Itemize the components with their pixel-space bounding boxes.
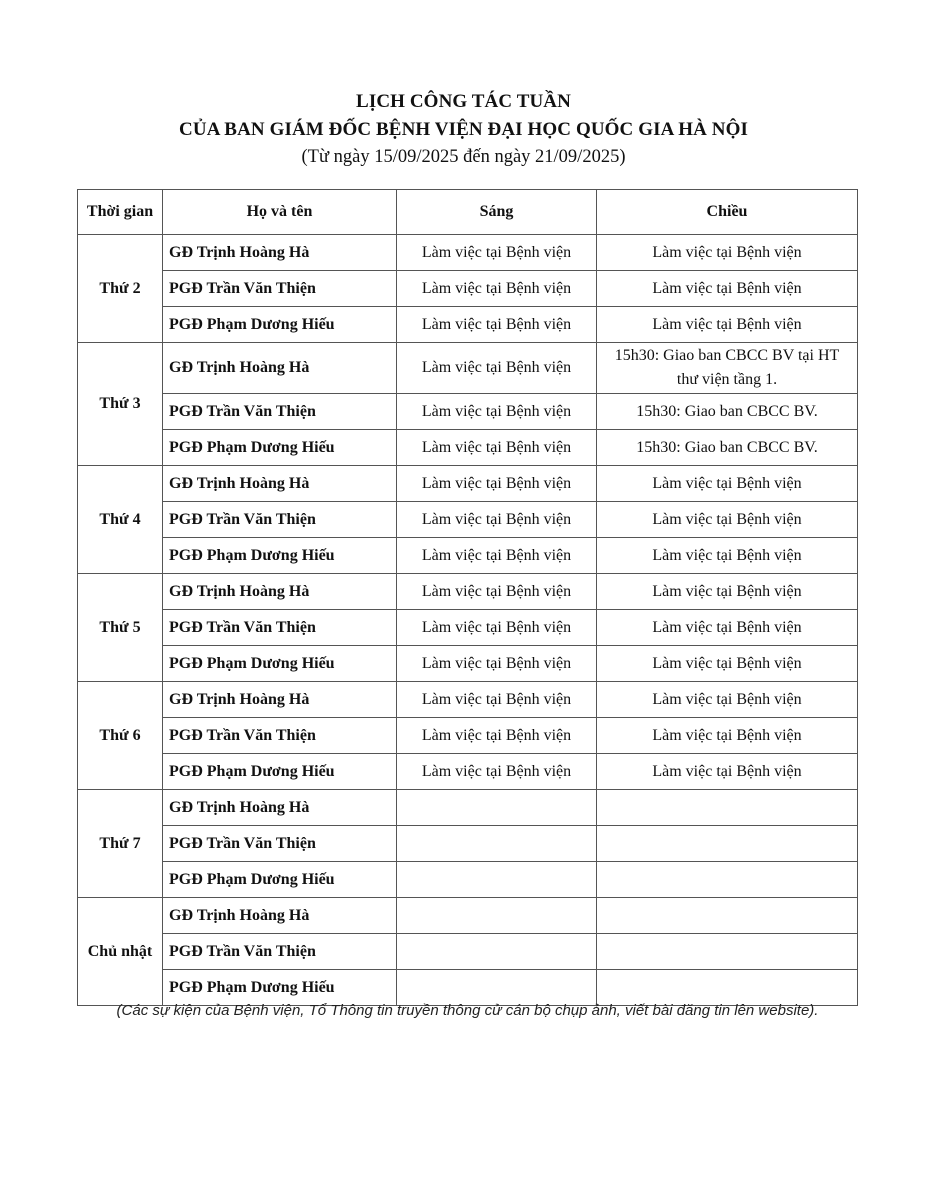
document-header <box>0 88 927 171</box>
name-cell: GĐ Trịnh Hoàng Hà <box>163 235 397 271</box>
afternoon-cell: Làm việc tại Bệnh viện <box>597 574 858 610</box>
day-cell: Thứ 7 <box>78 790 163 898</box>
table-row <box>78 235 858 271</box>
table-row <box>78 574 858 610</box>
table-row <box>78 430 858 466</box>
morning-cell <box>397 862 597 898</box>
name-cell: PGĐ Phạm Dương Hiếu <box>163 538 397 574</box>
table-row <box>78 646 858 682</box>
morning-cell: Làm việc tại Bệnh viện <box>397 754 597 790</box>
morning-cell: Làm việc tại Bệnh viện <box>397 430 597 466</box>
name-cell: PGĐ Phạm Dương Hiếu <box>163 754 397 790</box>
afternoon-cell <box>597 898 858 934</box>
table-row <box>78 754 858 790</box>
column-header-afternoon: Chiều <box>597 190 858 235</box>
table-row <box>78 466 858 502</box>
morning-cell: Làm việc tại Bệnh viện <box>397 271 597 307</box>
morning-cell: Làm việc tại Bệnh viện <box>397 343 597 394</box>
morning-cell: Làm việc tại Bệnh viện <box>397 574 597 610</box>
schedule-body <box>78 235 858 1006</box>
afternoon-cell: Làm việc tại Bệnh viện <box>597 502 858 538</box>
morning-cell: Làm việc tại Bệnh viện <box>397 718 597 754</box>
table-row <box>78 934 858 970</box>
name-cell: GĐ Trịnh Hoàng Hà <box>163 466 397 502</box>
table-row <box>78 307 858 343</box>
name-cell: GĐ Trịnh Hoàng Hà <box>163 574 397 610</box>
name-cell: GĐ Trịnh Hoàng Hà <box>163 682 397 718</box>
morning-cell: Làm việc tại Bệnh viện <box>397 682 597 718</box>
afternoon-cell: Làm việc tại Bệnh viện <box>597 646 858 682</box>
day-cell: Thứ 3 <box>78 343 163 466</box>
afternoon-cell: Làm việc tại Bệnh viện <box>597 718 858 754</box>
afternoon-cell: Làm việc tại Bệnh viện <box>597 271 858 307</box>
day-cell: Thứ 2 <box>78 235 163 343</box>
name-cell: GĐ Trịnh Hoàng Hà <box>163 343 397 394</box>
afternoon-cell: Làm việc tại Bệnh viện <box>597 235 858 271</box>
morning-cell <box>397 790 597 826</box>
day-cell: Thứ 6 <box>78 682 163 790</box>
morning-cell <box>397 826 597 862</box>
column-header-time: Thời gian <box>78 190 163 235</box>
name-cell: PGĐ Trần Văn Thiện <box>163 718 397 754</box>
table-row <box>78 343 858 394</box>
afternoon-cell <box>597 790 858 826</box>
name-cell: PGĐ Trần Văn Thiện <box>163 502 397 538</box>
name-cell: PGĐ Phạm Dương Hiếu <box>163 646 397 682</box>
afternoon-cell: Làm việc tại Bệnh viện <box>597 754 858 790</box>
table-row <box>78 610 858 646</box>
table-row <box>78 826 858 862</box>
footnote: (Các sự kiện của Bệnh viện, Tổ Thông tin truyền thông cử cán bộ chụp ảnh, viết bài đăng tin lên website). <box>116 1002 819 1019</box>
name-cell: PGĐ Phạm Dương Hiếu <box>163 430 397 466</box>
afternoon-cell <box>597 826 858 862</box>
morning-cell <box>397 898 597 934</box>
name-cell: PGĐ Phạm Dương Hiếu <box>163 970 397 1006</box>
afternoon-cell: Làm việc tại Bệnh viện <box>597 307 858 343</box>
afternoon-cell <box>597 862 858 898</box>
table-row <box>78 538 858 574</box>
name-cell: PGĐ Trần Văn Thiện <box>163 826 397 862</box>
table-row <box>78 862 858 898</box>
morning-cell: Làm việc tại Bệnh viện <box>397 538 597 574</box>
table-row <box>78 898 858 934</box>
table-row <box>78 790 858 826</box>
morning-cell <box>397 934 597 970</box>
name-cell: PGĐ Phạm Dương Hiếu <box>163 307 397 343</box>
morning-cell: Làm việc tại Bệnh viện <box>397 466 597 502</box>
afternoon-cell <box>597 934 858 970</box>
name-cell: PGĐ Trần Văn Thiện <box>163 271 397 307</box>
weekly-schedule-table <box>77 189 858 1006</box>
table-row <box>78 502 858 538</box>
afternoon-cell: 15h30: Giao ban CBCC BV. <box>597 394 858 430</box>
name-cell: PGĐ Trần Văn Thiện <box>163 934 397 970</box>
column-header-morning: Sáng <box>397 190 597 235</box>
name-cell: PGĐ Trần Văn Thiện <box>163 610 397 646</box>
morning-cell: Làm việc tại Bệnh viện <box>397 394 597 430</box>
name-cell: PGĐ Trần Văn Thiện <box>163 394 397 430</box>
afternoon-cell: Làm việc tại Bệnh viện <box>597 538 858 574</box>
name-cell: GĐ Trịnh Hoàng Hà <box>163 898 397 934</box>
table-row <box>78 271 858 307</box>
afternoon-cell: Làm việc tại Bệnh viện <box>597 466 858 502</box>
table-header-row <box>78 190 858 235</box>
day-cell: Chủ nhật <box>78 898 163 1006</box>
table-row <box>78 718 858 754</box>
morning-cell: Làm việc tại Bệnh viện <box>397 646 597 682</box>
day-cell: Thứ 4 <box>78 466 163 574</box>
column-header-name: Họ và tên <box>163 190 397 235</box>
table-row <box>78 682 858 718</box>
morning-cell: Làm việc tại Bệnh viện <box>397 307 597 343</box>
morning-cell: Làm việc tại Bệnh viện <box>397 502 597 538</box>
name-cell: PGĐ Phạm Dương Hiếu <box>163 862 397 898</box>
afternoon-cell: 15h30: Giao ban CBCC BV tại HT thư viện tầng 1. <box>597 343 858 394</box>
afternoon-cell: 15h30: Giao ban CBCC BV. <box>597 430 858 466</box>
date-range: (Từ ngày 15/09/2025 đến ngày 21/09/2025) <box>301 147 626 167</box>
table-row <box>78 394 858 430</box>
title-line-2: CỦA BAN GIÁM ĐỐC BỆNH VIỆN ĐẠI HỌC QUỐC GIA HÀ NỘI <box>179 119 748 140</box>
title-line-1: LỊCH CÔNG TÁC TUẦN <box>356 91 571 112</box>
afternoon-cell: Làm việc tại Bệnh viện <box>597 682 858 718</box>
day-cell: Thứ 5 <box>78 574 163 682</box>
name-cell: GĐ Trịnh Hoàng Hà <box>163 790 397 826</box>
morning-cell: Làm việc tại Bệnh viện <box>397 610 597 646</box>
afternoon-cell: Làm việc tại Bệnh viện <box>597 610 858 646</box>
morning-cell: Làm việc tại Bệnh viện <box>397 235 597 271</box>
